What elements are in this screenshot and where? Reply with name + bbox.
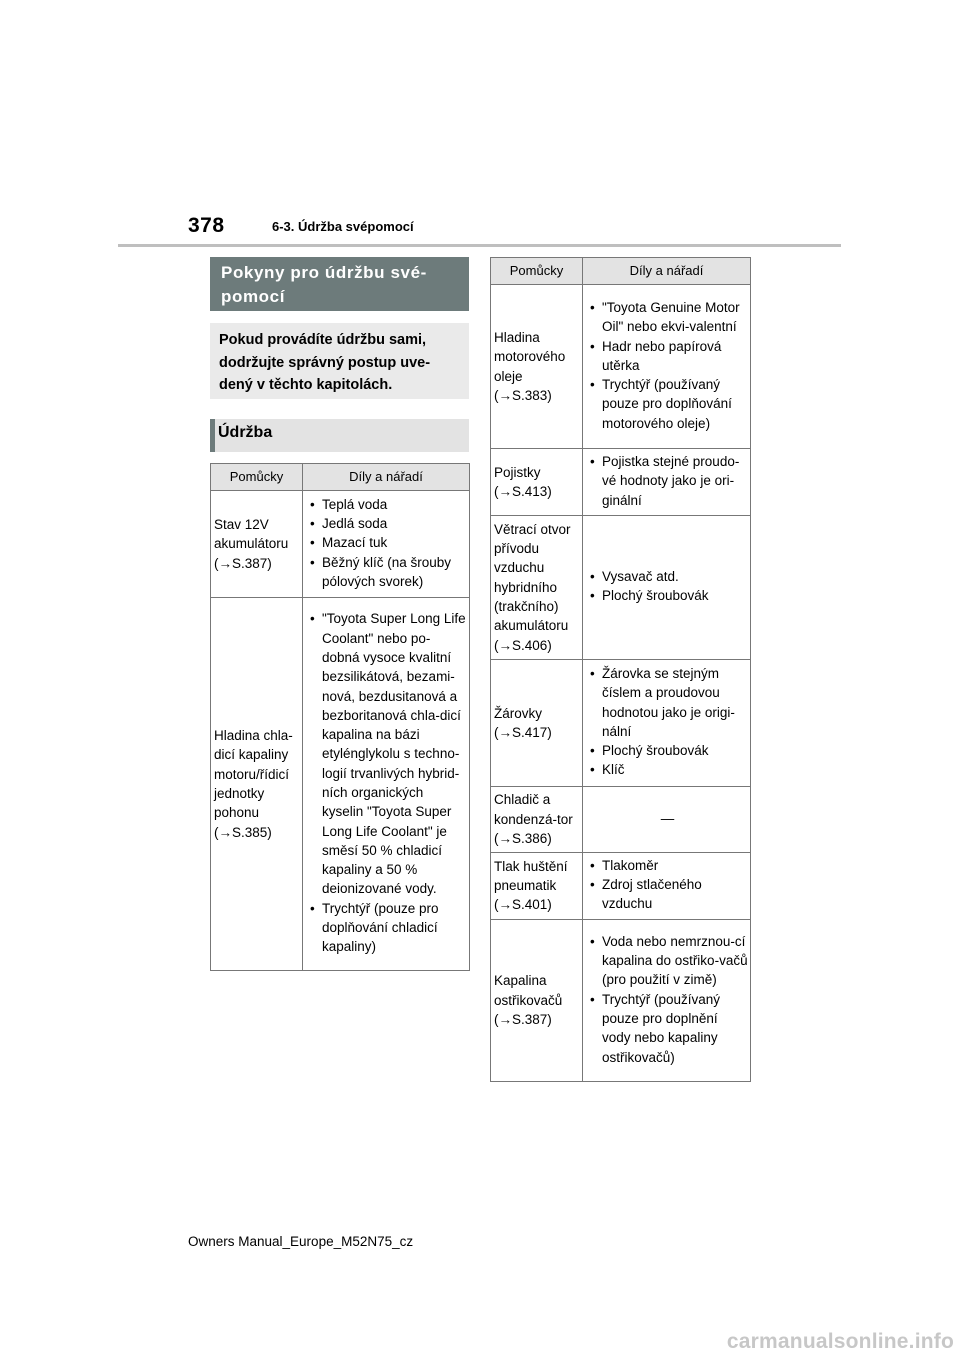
table-cell-item: Kapalina ostřikovačů (→S.387) [491,919,583,1081]
parts-list [587,856,748,914]
watermark: carmanualsonline.info [726,1330,954,1353]
list-item: • Trychtýř (používaný pouze pro doplňování motorového oleje) [587,375,748,433]
table-cell-parts [583,852,751,919]
list-item: • Mazací tuk [307,533,467,552]
list-item: • "Toyota Genuine Motor Oil" nebo ekvi-valentní [587,298,748,337]
column-header-tools: Pomůcky [211,464,303,491]
table-row [211,598,470,971]
list-item: • Vysavač atd. [587,567,748,586]
parts-list [587,664,748,780]
table-cell-parts [303,598,470,971]
list-item: • Voda nebo nemrznou-cí kapalina do ostřiko-vačů (pro použití v zimě) [587,932,748,990]
list-item: • Trychtýř (používaný pouze pro doplnění vody nebo kapaliny ostřikovačů) [587,990,748,1067]
parts-list [307,609,467,956]
list-item: • Teplá voda [307,495,467,514]
tools-table-right [490,257,751,1082]
table-cell-item: Pojistky (→S.413) [491,449,583,516]
list-item: • Běžný klíč (na šrouby pólových svorek) [307,553,467,592]
list-item: • Tlakoměr [587,856,748,875]
intro-text: Pokud provádíte údržbu sami, dodržujte správný postup uve-dený v těchto kapitolách. [210,323,469,399]
table-cell-parts [583,285,751,449]
table-cell-item: Žárovky (→S.417) [491,659,583,786]
table-cell-item: Tlak huštění pneumatik (→S.401) [491,852,583,919]
list-item: • Trychtýř (pouze pro doplňování chladicí kapaliny) [307,899,467,957]
table-cell-parts [583,659,751,786]
section-title: 6-3. Údržba svépomocí [272,219,414,234]
list-item: • Pojistka stejné proudo-vé hodnoty jako je ori-ginální [587,452,748,510]
table-cell-parts [583,919,751,1081]
table-cell-parts [303,491,470,598]
table-header-row [491,258,751,285]
parts-list [587,452,748,510]
list-item: • Plochý šroubovák [587,741,748,760]
page-title: Pokyny pro údržbu své-pomocí [210,257,469,311]
table-row [491,285,751,449]
list-item: • Žárovka se stejným číslem a proudovou hodnotou jako je origi-nální [587,664,748,741]
column-header-parts: Díly a nářadí [583,258,751,285]
table-cell-item: Hladina chla-dicí kapaliny motoru/řídicí jednotky pohonu (→S.385) [211,598,303,971]
table-row [491,919,751,1081]
table-header-row [211,464,470,491]
table-row [491,659,751,786]
table-cell-item: Hladina motorového oleje (→S.383) [491,285,583,449]
table-row [491,786,751,852]
table-cell-parts [583,786,751,852]
table-cell-item: Chladič a kondenzá-tor (→S.386) [491,786,583,852]
table-cell-item: Větrací otvor přívodu vzduchu hybridního (trakčního) akumulátoru (→S.406) [491,515,583,659]
table-row [491,449,751,516]
parts-list [307,495,467,591]
parts-list [587,567,748,606]
column-header-tools: Pomůcky [491,258,583,285]
subheading-text: Údržba [218,424,273,441]
table-row [211,491,470,598]
table-row [491,515,751,659]
column-header-parts: Díly a nářadí [303,464,470,491]
table-cell-item: Stav 12V akumulátoru (→S.387) [211,491,303,598]
table-cell-parts [583,515,751,659]
table-row [491,852,751,919]
header-divider [118,244,841,247]
list-item: • Jedlá soda [307,514,467,533]
subheading [210,419,469,452]
list-item: • Hadr nebo papírová utěrka [587,337,748,376]
tools-table-left [210,463,470,971]
list-item: • Plochý šroubovák [587,586,748,605]
footer-text: Owners Manual_Europe_M52N75_cz [188,1234,414,1249]
empty-dash: — [660,810,675,826]
list-item: • Zdroj stlačeného vzduchu [587,875,748,914]
parts-list [587,298,748,433]
table-cell-parts [583,449,751,516]
list-item: • Klíč [587,760,748,779]
parts-list [587,932,748,1067]
page-number: 378 [188,214,225,237]
list-item: • "Toyota Super Long Life Coolant" nebo po-dobná vysoce kvalitní bezsilikátová, bezami-nová, bezdusitanová a bezboritanová chla-dicí kapalina na bázi etylénglykolu s techno-logií trvanlivých hybrid-ních organických kyselin "Toyota Super Long Life Coolant" je směsí 50 % chladicí kapaliny a 50 % deionizované vody. [307,609,467,898]
